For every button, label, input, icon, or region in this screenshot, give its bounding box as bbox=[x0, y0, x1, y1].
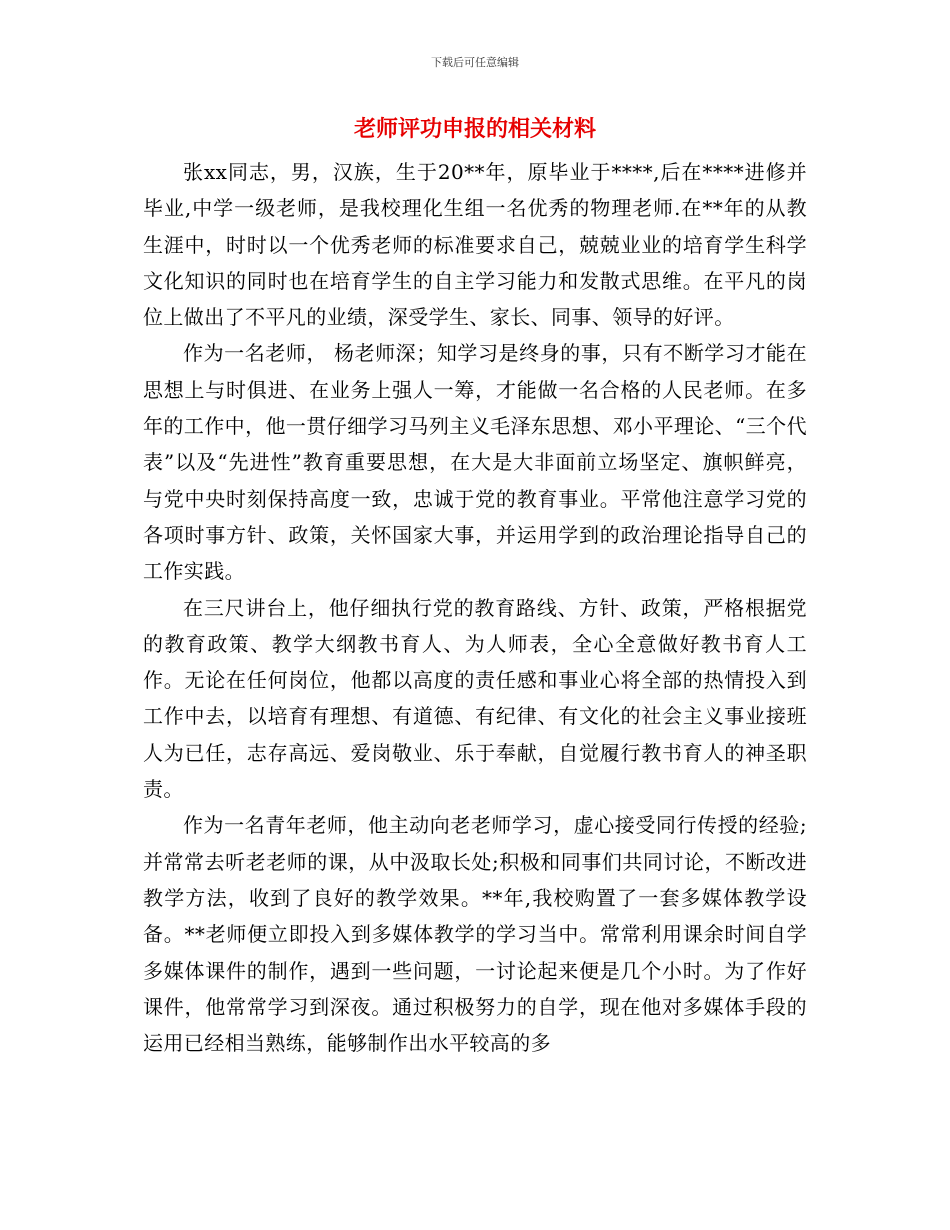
paragraph-3: 在三尺讲台上，他仔细执行党的教育路线、方针、政策，严格根据党的教育政策、教学大纲教书育人、为人师表，全心全意做好教书育人工作。无论在任何岗位，他都以高度的责任感和事业心将全部的热情投入到工作中去，以培育有理想、有道德、有纪律、有文化的社会主义事业接班人为已任，志存高远、爱岗敬业、乐于奉献，自觉履行教书育人的神圣职责。 bbox=[143, 595, 807, 802]
paragraph-2: 作为一名老师， 杨老师深；知学习是终身的事，只有不断学习才能在思想上与时俱进、在业务上强人一筹，才能做一名合格的人民老师。在多年的工作中，他一贯仔细学习马列主义毛泽东思想、邓小平理论、“三个代表”以及“先进性”教育重要思想，在大是大非面前立场坚定、旗帜鲜亮，与党中央时刻保持高度一致，忠诚于党的教育事业。平常他注意学习党的各项时事方针、政策，关怀国家大事，并运用学到的政治理论指导自己的工作实践。 bbox=[143, 341, 807, 584]
document-title: 老师评功申报的相关材料 bbox=[353, 117, 596, 142]
document-body bbox=[143, 154, 807, 1061]
paragraph-4: 作为一名青年老师，他主动向老老师学习，虚心接受同行传授的经验;并常常去听老老师的课，从中汲取长处;积极和同事们共同讨论，不断改进教学方法，收到了良好的教学效果。**年,我校购置了一套多媒体教学设备。**老师便立即投入到多媒体教学的学习当中。常常利用课余时间自学多媒体课件的制作，遇到一些问题，一讨论起来便是几个小时。为了作好课件，他常常学习到深夜。通过积极努力的自学，现在他对多媒体手段的运用已经相当熟练，能够制作出水平较高的多 bbox=[143, 813, 807, 1056]
page-header: 下载后可任意编辑 bbox=[431, 56, 519, 69]
paragraph-1: 张xx同志，男，汉族，生于20**年，原毕业于****,后在****进修并毕业,中学一级老师，是我校理化生组一名优秀的物理老师.在**年的从教生涯中，时时以一个优秀老师的标准要求自己，兢兢业业的培育学生科学文化知识的同时也在培育学生的自主学习能力和发散式思维。在平凡的岗位上做出了不平凡的业绩，深受学生、家长、同事、领导的好评。 bbox=[143, 160, 807, 330]
